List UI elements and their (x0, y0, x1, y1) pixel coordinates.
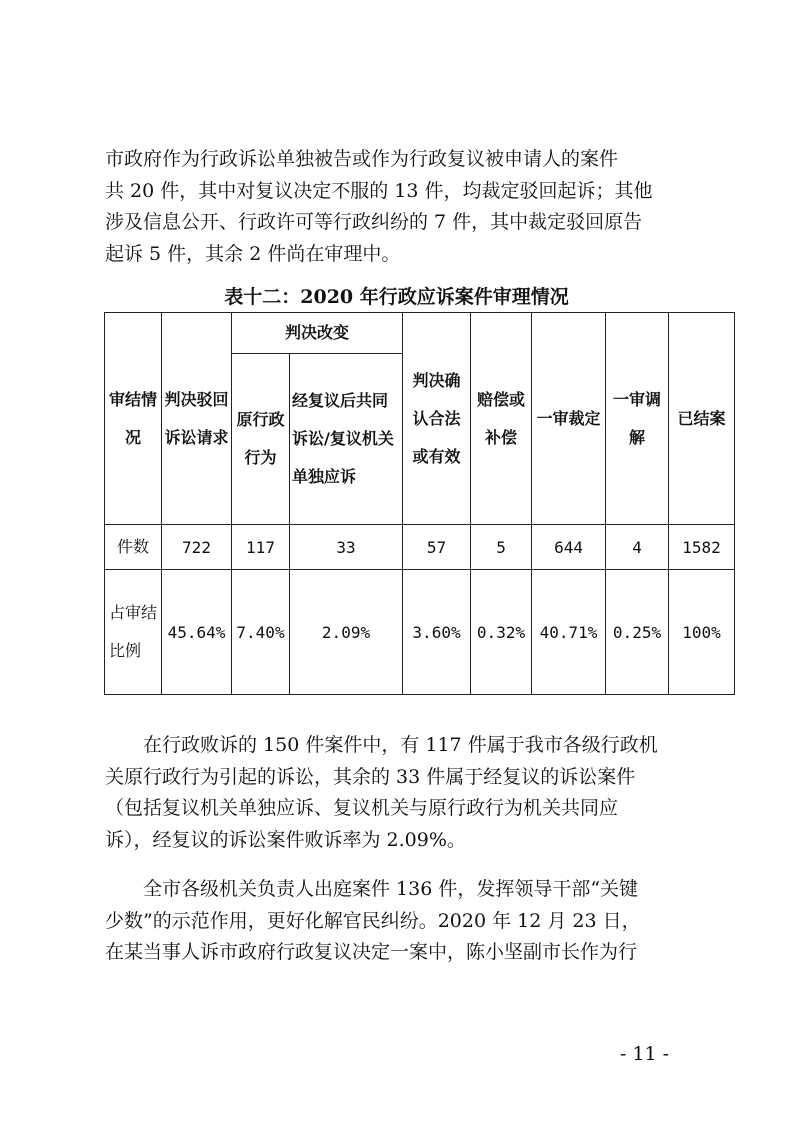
header-reject: 判决驳回诉讼请求 (162, 313, 232, 525)
table-cell: 117 (232, 525, 290, 570)
paragraph-1-line: 市政府作为行政诉讼单独被告或作为行政复议被申请人的案件 (105, 148, 619, 170)
page-number: - 11 - (620, 1043, 670, 1065)
paragraph-1 (105, 144, 697, 270)
paragraph-1-line: 起诉 5 件，其余 2 件尚在审理中。 (105, 242, 401, 265)
table-cell: 100% (669, 570, 735, 695)
table-cell: 0.25% (606, 570, 669, 695)
table-cell: 45.64% (162, 570, 232, 695)
table-cell: 722 (162, 525, 232, 570)
header-reconsider: 经复议后共同诉讼/复议机关单独应诉 (290, 354, 403, 525)
count-row-label: 件数 (105, 525, 162, 570)
header-closed: 已结案 (669, 313, 735, 525)
table-cell: 40.71% (532, 570, 606, 695)
paragraph-2-line: 诉），经复议的诉讼案件败诉率为 2.09%。 (105, 828, 466, 851)
table-cell: 2.09% (290, 570, 403, 695)
table-cell: 33 (290, 525, 403, 570)
header-original: 原行政行为 (232, 354, 290, 525)
paragraph-2-line: （包括复议机关单独应诉、复议机关与原行政行为机关共同应 (105, 797, 619, 819)
paragraph-1-line: 共 20 件，其中对复议决定不服的 13 件，均裁定驳回起诉；其他 (105, 179, 653, 202)
ratio-row-label: 占审结比例 (105, 570, 162, 695)
table-cell: 4 (606, 525, 669, 570)
header-change-group: 判决改变 (232, 313, 403, 354)
paragraph-3-line: 在某当事人诉市政府行政复议决定一案中，陈小坚副市长作为行 (105, 941, 638, 963)
paragraph-3-line: 全市各级机关负责人出庭案件 136 件，发挥领导干部“关键 (143, 878, 639, 900)
paragraph-2 (105, 730, 697, 856)
case-statistics-table (104, 312, 735, 695)
paragraph-2-line: 在行政败诉的 150 件案件中，有 117 件属于我市各级行政机 (143, 734, 658, 756)
table-cell: 644 (532, 525, 606, 570)
paragraph-1-line: 涉及信息公开、行政许可等行政纠纷的 7 件，其中裁定驳回原告 (105, 211, 643, 233)
table-cell: 3.60% (403, 570, 471, 695)
table-cell: 0.32% (471, 570, 532, 695)
table-cell: 5 (471, 525, 532, 570)
header-confirm: 判决确认合法或有效 (403, 313, 471, 525)
header-compensate: 赔偿或补偿 (471, 313, 532, 525)
table-cell: 1582 (669, 525, 735, 570)
table-title: 表十二：2020 年行政应诉案件审理情况 (224, 286, 569, 308)
paragraph-3-line: 少数”的示范作用，更好化解官民纠纷。2020 年 12 月 23 日， (105, 909, 641, 932)
paragraph-3 (105, 874, 697, 969)
table-cell: 7.40% (232, 570, 290, 695)
paragraph-2-line: 关原行政行为引起的诉讼，其余的 33 件属于经复议的诉讼案件 (105, 765, 636, 788)
header-status: 审结情况 (105, 313, 162, 525)
header-ruling: 一审裁定 (532, 313, 606, 525)
table-cell: 57 (403, 525, 471, 570)
header-mediation: 一审调解 (606, 313, 669, 525)
